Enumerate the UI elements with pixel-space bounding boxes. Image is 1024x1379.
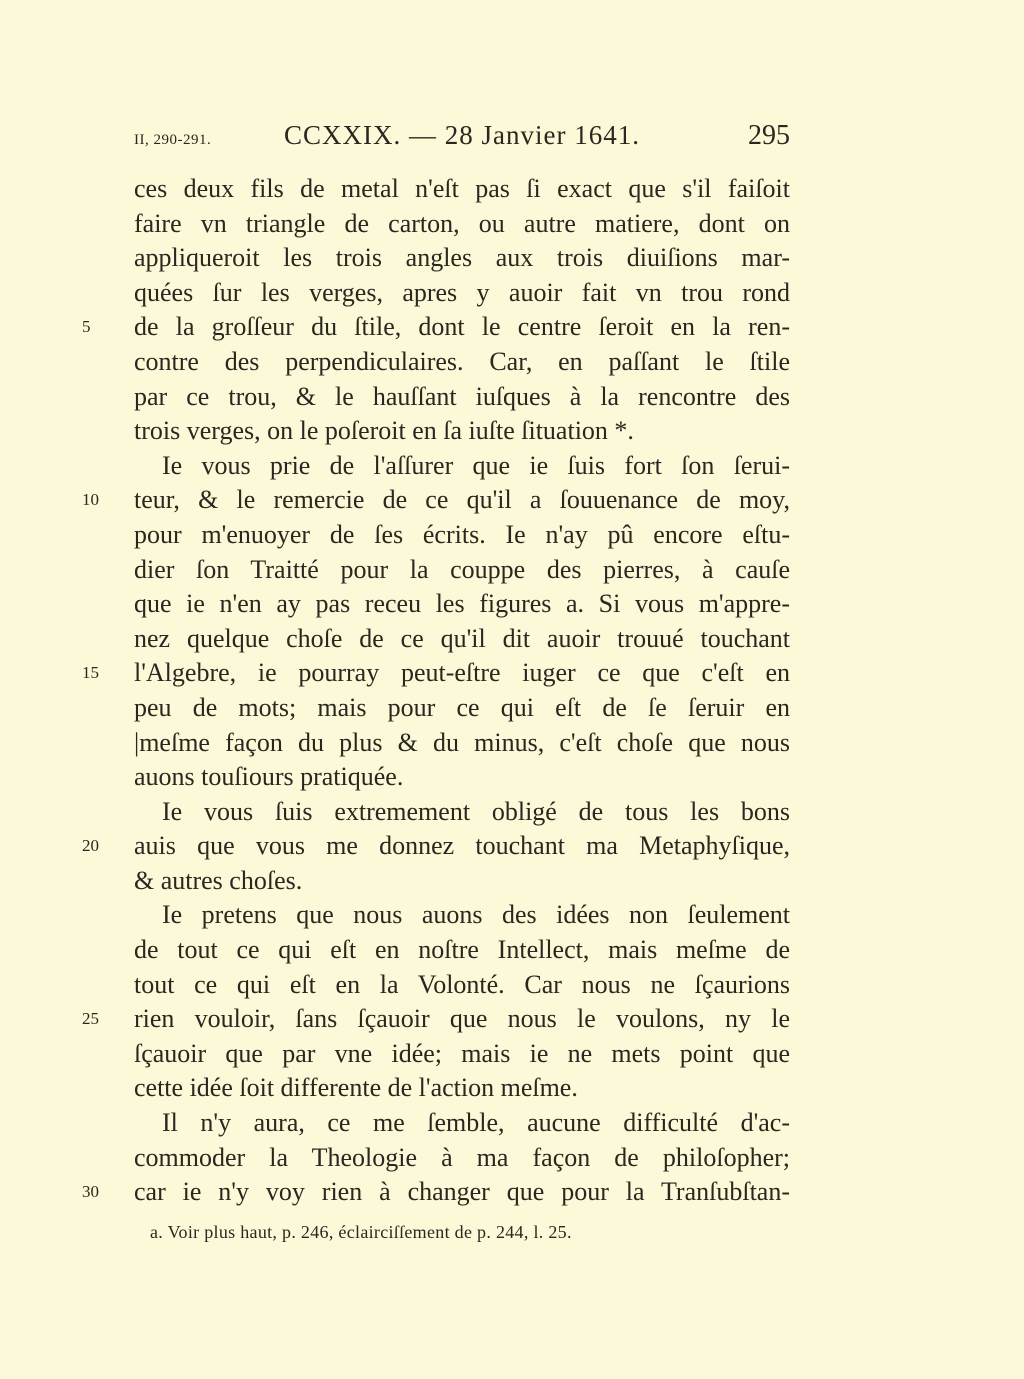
page-number: 295 xyxy=(748,120,790,151)
text-line xyxy=(134,241,790,276)
text-line xyxy=(134,414,790,449)
line-text: ſçauoir que par vne idée; mais ie ne mets point que xyxy=(134,1038,790,1068)
text-line xyxy=(134,449,790,484)
footnote: a. Voir plus haut, p. 246, éclairciſſement de p. 244, l. 25. xyxy=(150,1222,572,1242)
text-line xyxy=(134,345,790,380)
line-number: 10 xyxy=(82,490,99,510)
body-text xyxy=(0,172,1024,1210)
line-number: 5 xyxy=(82,317,91,337)
line-text: Ie pretens que nous auons des idées non ſeulement xyxy=(162,900,790,930)
text-line xyxy=(134,726,790,761)
text-line xyxy=(82,483,790,518)
line-text: tout ce qui eſt en la Volonté. Car nous ne ſçaurions xyxy=(134,969,790,999)
text-line xyxy=(134,380,790,415)
line-text: auons touſiours pratiquée. xyxy=(134,762,404,792)
text-line xyxy=(134,622,790,657)
text-line xyxy=(134,760,790,795)
line-text: contre des perpendiculaires. Car, en paſſant le ſtile xyxy=(134,346,790,376)
line-text: Ie vous ſuis extremement obligé de tous les bons xyxy=(162,796,790,826)
text-line xyxy=(134,898,790,933)
line-text: que ie n'en ay pas receu les figures a. Si vous m'appre- xyxy=(134,589,790,619)
text-line xyxy=(82,1002,790,1037)
text-line xyxy=(82,656,790,691)
line-text: faire vn triangle de carton, ou autre matiere, dont on xyxy=(134,208,790,238)
header-title: CCXXIX. — 28 Janvier 1641. xyxy=(284,120,640,150)
line-text: auis que vous me donnez touchant ma Metaphyſique, xyxy=(134,831,790,861)
text-line xyxy=(134,518,790,553)
line-text: car ie n'y voy rien à changer que pour la Tranſubſtan- xyxy=(134,1177,790,1207)
line-text: de la groſſeur du ſtile, dont le centre ſeroit en la ren- xyxy=(134,312,790,342)
line-text: & autres choſes. xyxy=(134,865,303,895)
header-reference: II, 290-291. xyxy=(134,132,212,148)
line-text: |meſme façon du plus & du minus, c'eſt choſe que nous xyxy=(134,727,790,757)
line-text: teur, & le remercie de ce qu'il a ſouuenance de moy, xyxy=(134,485,790,515)
line-text: cette idée ſoit differente de l'action meſme. xyxy=(134,1073,578,1103)
text-line xyxy=(134,795,790,830)
running-header xyxy=(134,118,790,158)
text-line xyxy=(134,587,790,622)
line-text: l'Algebre, ie pourray peut-eſtre iuger ce que c'eſt en xyxy=(134,658,790,688)
text-line xyxy=(134,864,790,899)
text-line xyxy=(134,1141,790,1176)
text-line xyxy=(134,1106,790,1141)
line-number: 20 xyxy=(82,836,99,856)
line-text: quées ſur les verges, apres y auoir fait vn trou rond xyxy=(134,277,790,307)
line-text: appliqueroit les trois angles aux trois diuiſions mar- xyxy=(134,243,790,273)
line-text: nez quelque choſe de ce qu'il dit auoir trouué touchant xyxy=(134,623,790,653)
text-line xyxy=(134,172,790,207)
text-line xyxy=(134,207,790,242)
text-line xyxy=(82,310,790,345)
line-text: Il n'y aura, ce me ſemble, aucune difficulté d'ac- xyxy=(162,1108,790,1138)
text-line xyxy=(134,968,790,1003)
line-text: commoder la Theologie à ma façon de philoſopher; xyxy=(134,1142,790,1172)
line-text: pour m'enuoyer de ſes écrits. Ie n'ay pû encore eſtu- xyxy=(134,519,790,549)
line-number: 15 xyxy=(82,663,99,683)
line-text: de tout ce qui eſt en noſtre Intellect, mais meſme de xyxy=(134,935,790,965)
line-text: trois verges, on le poſeroit en ſa iuſte ſituation *. xyxy=(134,416,634,446)
line-text: par ce trou, & le hauſſant iuſques à la rencontre des xyxy=(134,381,790,411)
text-line xyxy=(134,553,790,588)
line-text: ces deux fils de metal n'eſt pas ſi exact que s'il faiſoit xyxy=(134,174,790,203)
text-line xyxy=(82,1175,790,1210)
line-number: 30 xyxy=(82,1182,99,1202)
line-text: rien vouloir, ſans ſçauoir que nous le voulons, ny le xyxy=(134,1004,790,1034)
line-text: dier ſon Traitté pour la couppe des pierres, à cauſe xyxy=(134,554,790,584)
text-line xyxy=(82,829,790,864)
text-line xyxy=(134,276,790,311)
line-text: Ie vous prie de l'aſſurer que ie ſuis fort ſon ſerui- xyxy=(162,450,790,480)
line-number: 25 xyxy=(82,1009,99,1029)
line-text: peu de mots; mais pour ce qui eſt de ſe ſeruir en xyxy=(134,692,790,722)
text-line xyxy=(134,933,790,968)
text-line xyxy=(134,1071,790,1106)
text-line xyxy=(134,691,790,726)
text-line xyxy=(134,1037,790,1072)
